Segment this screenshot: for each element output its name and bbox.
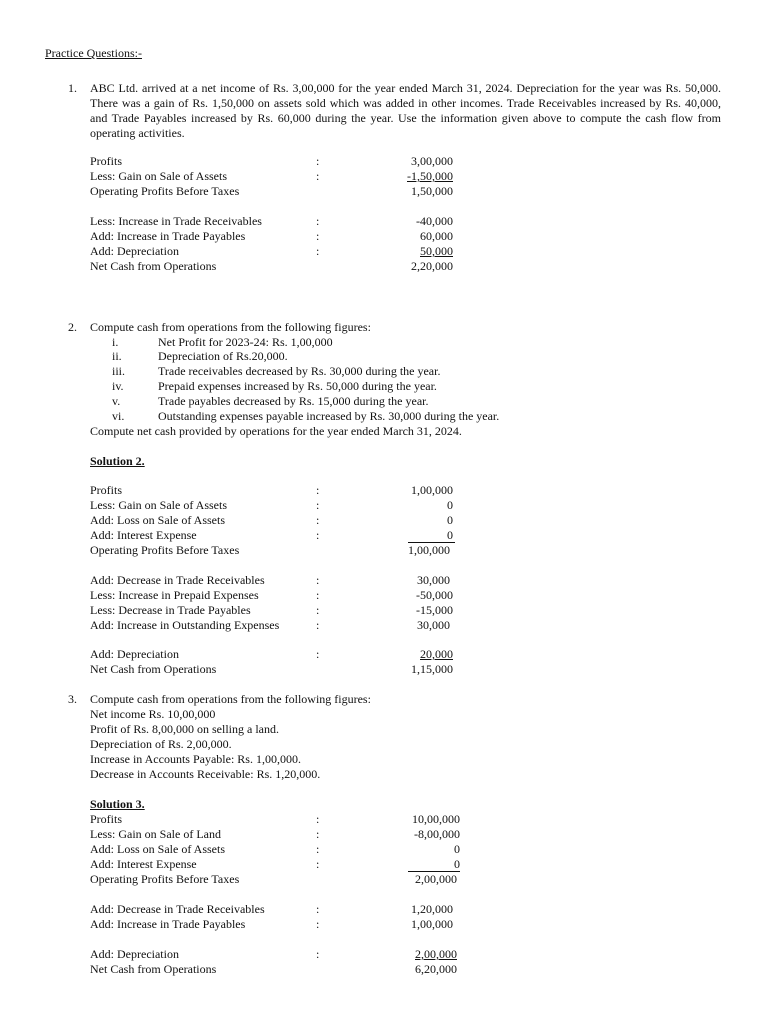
row-colon: :: [316, 827, 320, 841]
list-item: Net Profit for 2023-24: Rs. 1,00,000: [158, 335, 333, 349]
row-value: 2,00,000: [415, 872, 457, 886]
table-row: [90, 872, 460, 887]
solution-heading: Solution 3.: [90, 797, 145, 811]
row-colon: :: [316, 902, 320, 916]
question-number: 2.: [68, 320, 77, 334]
table-row: [90, 618, 460, 633]
row-colon: :: [316, 229, 320, 243]
table-row: [90, 229, 460, 244]
row-value: 1,00,000: [411, 917, 453, 931]
row-value: 6,20,000: [415, 962, 457, 976]
table-row: [90, 259, 460, 274]
table-row: [90, 662, 460, 677]
row-label: Less: Increase in Trade Receivables: [90, 214, 262, 228]
list-numeral: ii.: [112, 349, 122, 363]
row-value: 2,00,000: [415, 947, 457, 961]
row-label: Operating Profits Before Taxes: [90, 543, 240, 557]
row-label: Operating Profits Before Taxes: [90, 872, 240, 886]
row-value: 0: [454, 842, 460, 856]
question-text: ABC Ltd. arrived at a net income of Rs. 3,00,000 for the year ended March 31, 2024. Depreciation for the year was Rs. 50,000. There was a gain of Rs. 1,50,000 on assets sold which was added in other incomes. Trade Receivables increased by Rs. 40,000, and Trade Payables increased by Rs. 60,000 during the year. Use the information given above to compute the cash flow from operating activities.: [90, 81, 721, 140]
table-row: [90, 543, 460, 558]
given-line: Depreciation of Rs. 2,00,000.: [90, 737, 232, 751]
table-row: [90, 902, 460, 917]
list-item: Depreciation of Rs.20,000.: [158, 349, 288, 363]
table-row: [90, 917, 460, 932]
row-value: 50,000: [420, 244, 453, 258]
row-label: Less: Gain on Sale of Land: [90, 827, 221, 841]
row-value: 30,000: [417, 618, 450, 632]
row-colon: :: [316, 498, 320, 512]
table-row: [90, 857, 460, 872]
table-row: [90, 244, 460, 259]
row-label: Less: Gain on Sale of Assets: [90, 169, 227, 183]
question-text: Compute cash from operations from the following figures:: [90, 692, 371, 706]
row-label: Net Cash from Operations: [90, 962, 217, 976]
row-value: 0: [447, 528, 453, 542]
list-numeral: iii.: [112, 364, 126, 378]
row-label: Add: Depreciation: [90, 947, 179, 961]
list-item: Trade payables decreased by Rs. 15,000 during the year.: [158, 394, 429, 408]
row-value: -1,50,000: [407, 169, 453, 183]
given-line: Net income Rs. 10,00,000: [90, 707, 216, 721]
row-label: Net Cash from Operations: [90, 662, 217, 676]
row-value: -8,00,000: [414, 827, 460, 841]
row-colon: :: [316, 603, 320, 617]
list-item: Trade receivables decreased by Rs. 30,000 during the year.: [158, 364, 441, 378]
given-line: Decrease in Accounts Receivable: Rs. 1,20,000.: [90, 767, 321, 781]
row-value: 3,00,000: [411, 154, 453, 168]
question-number: 3.: [68, 692, 77, 706]
table-row: [90, 827, 460, 842]
row-colon: :: [316, 483, 320, 497]
row-label: Less: Gain on Sale of Assets: [90, 498, 227, 512]
table-row: [90, 528, 460, 543]
row-colon: :: [316, 588, 320, 602]
question-text: Compute cash from operations from the following figures:: [90, 320, 371, 334]
row-value: 2,20,000: [411, 259, 453, 273]
list-numeral: v.: [112, 394, 121, 408]
table-row: [90, 513, 460, 528]
row-value: -50,000: [416, 588, 453, 602]
table-row: [90, 214, 460, 229]
row-value: 1,00,000: [411, 483, 453, 497]
row-value: 1,15,000: [411, 662, 453, 676]
list-numeral: iv.: [112, 379, 124, 393]
table-row: [90, 573, 460, 588]
question-number: 1.: [68, 81, 77, 95]
row-value: 20,000: [420, 647, 453, 661]
row-colon: :: [316, 917, 320, 931]
row-value: 1,20,000: [411, 902, 453, 916]
row-colon: :: [316, 169, 320, 183]
question-closing: Compute net cash provided by operations for the year ended March 31, 2024.: [90, 424, 462, 438]
table-row: [90, 483, 460, 498]
row-colon: :: [316, 573, 320, 587]
row-value: 1,50,000: [411, 184, 453, 198]
row-value: 30,000: [417, 573, 450, 587]
row-value: -15,000: [416, 603, 453, 617]
row-value: 1,00,000: [408, 543, 450, 557]
row-label: Profits: [90, 154, 123, 168]
row-colon: :: [316, 842, 320, 856]
table-row: [90, 842, 460, 857]
list-numeral: i.: [112, 335, 119, 349]
table-row: [90, 588, 460, 603]
row-value: 60,000: [420, 229, 453, 243]
list-numeral: vi.: [112, 409, 125, 423]
row-label: Add: Increase in Outstanding Expenses: [90, 618, 280, 632]
row-colon: :: [316, 214, 320, 228]
row-value: 10,00,000: [412, 812, 460, 826]
row-colon: :: [316, 244, 320, 258]
row-value: 0: [454, 857, 460, 871]
row-label: Profits: [90, 812, 123, 826]
row-label: Add: Depreciation: [90, 647, 179, 661]
row-label: Add: Interest Expense: [90, 857, 197, 871]
table-row: [90, 962, 460, 977]
row-label: Profits: [90, 483, 123, 497]
table-row: [90, 947, 460, 962]
row-label: Operating Profits Before Taxes: [90, 184, 240, 198]
row-colon: :: [316, 947, 320, 961]
table-row: [90, 812, 460, 827]
row-colon: :: [316, 857, 320, 871]
table-row: [90, 498, 460, 513]
table-row: [90, 169, 460, 184]
page-heading: Practice Questions:-: [45, 46, 142, 60]
row-label: Less: Decrease in Trade Payables: [90, 603, 251, 617]
row-label: Add: Depreciation: [90, 244, 179, 258]
row-label: Add: Decrease in Trade Receivables: [90, 573, 265, 587]
row-colon: :: [316, 513, 320, 527]
table-row: [90, 154, 460, 169]
given-line: Profit of Rs. 8,00,000 on selling a land.: [90, 722, 279, 736]
given-line: Increase in Accounts Payable: Rs. 1,00,000.: [90, 752, 301, 766]
table-row: [90, 647, 460, 662]
row-colon: :: [316, 528, 320, 542]
row-label: Add: Loss on Sale of Assets: [90, 842, 225, 856]
row-colon: :: [316, 647, 320, 661]
table-row: [90, 603, 460, 618]
solution-heading: Solution 2.: [90, 454, 145, 468]
row-value: 0: [447, 498, 453, 512]
row-label: Add: Increase in Trade Payables: [90, 229, 246, 243]
table-row: [90, 184, 460, 199]
row-colon: :: [316, 154, 320, 168]
row-label: Net Cash from Operations: [90, 259, 217, 273]
row-value: 0: [447, 513, 453, 527]
row-label: Add: Increase in Trade Payables: [90, 917, 246, 931]
row-label: Add: Interest Expense: [90, 528, 197, 542]
row-colon: :: [316, 812, 320, 826]
row-label: Add: Loss on Sale of Assets: [90, 513, 225, 527]
row-label: Less: Increase in Prepaid Expenses: [90, 588, 259, 602]
row-label: Add: Decrease in Trade Receivables: [90, 902, 265, 916]
list-item: Prepaid expenses increased by Rs. 50,000 during the year.: [158, 379, 437, 393]
row-colon: :: [316, 618, 320, 632]
list-item: Outstanding expenses payable increased by Rs. 30,000 during the year.: [158, 409, 500, 423]
row-value: -40,000: [416, 214, 453, 228]
